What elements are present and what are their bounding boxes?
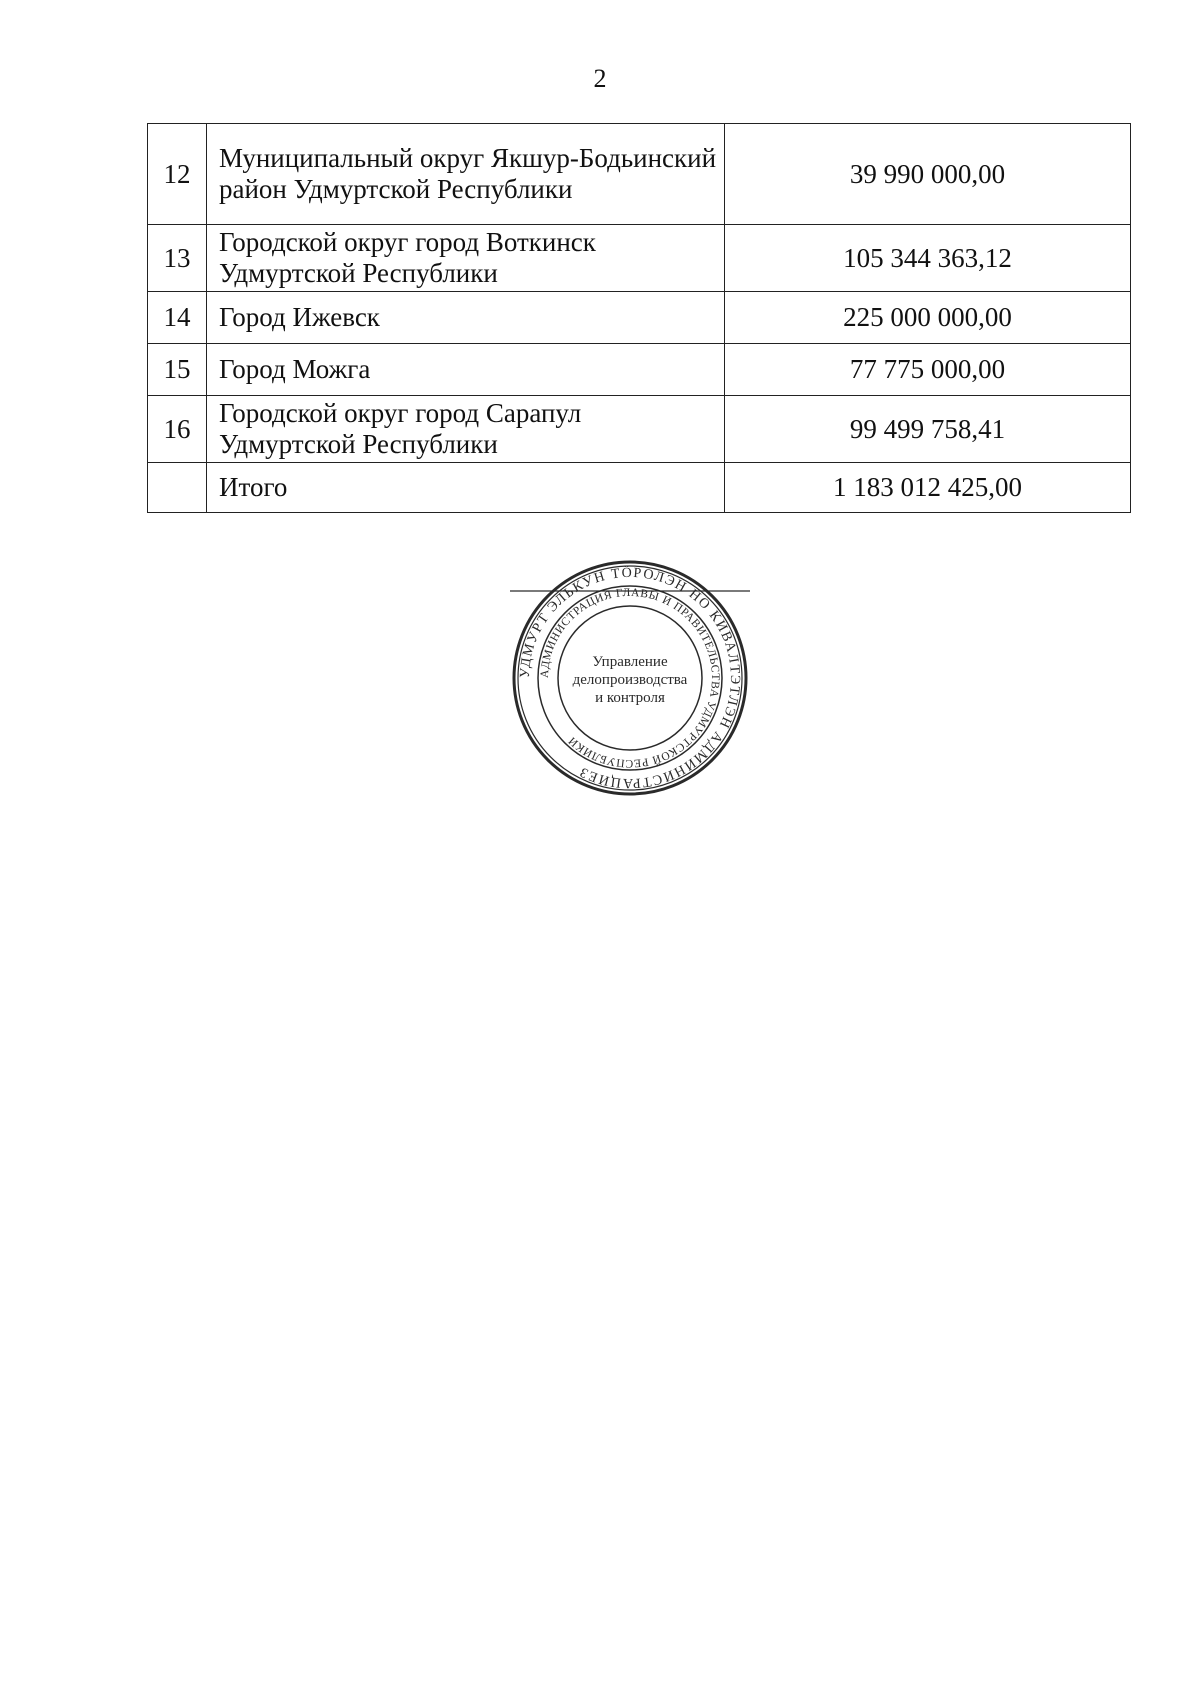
row-number <box>148 463 207 513</box>
amount: 77 775 000,00 <box>725 344 1131 396</box>
seal-center-line-1: Управление <box>592 654 668 670</box>
total-row <box>148 463 1131 513</box>
table-row <box>148 396 1131 463</box>
official-seal <box>510 558 750 798</box>
amount: 99 499 758,41 <box>725 396 1131 463</box>
row-number: 16 <box>148 396 207 463</box>
total-amount: 1 183 012 425,00 <box>725 463 1131 513</box>
seal-outer-text: УДМУРТ ЭЛЬКУН ТӦРОЛЭН НО КИВАЛТЭТЛЭН АДМИНИСТРАЦИЕЗ <box>517 565 743 791</box>
table-row <box>148 225 1131 292</box>
page-number: 2 <box>593 64 607 93</box>
table-row <box>148 344 1131 396</box>
row-number: 12 <box>148 124 207 225</box>
municipality-name: Город Можга <box>207 344 725 396</box>
seal-center-line-3: и контроля <box>595 690 665 706</box>
municipality-name: Городской округ город Сарапул Удмуртской Республики <box>207 396 725 463</box>
row-number: 14 <box>148 292 207 344</box>
seal-center-line-2: делопроизводства <box>572 672 688 688</box>
total-label: Итого <box>207 463 725 513</box>
seal-middle-text: АДМИНИСТРАЦИЯ ГЛАВЫ И ПРАВИТЕЛЬСТВА УДМУРТСКОЙ РЕСПУБЛИКИ <box>538 586 722 770</box>
amount: 39 990 000,00 <box>725 124 1131 225</box>
municipality-name: Город Ижевск <box>207 292 725 344</box>
table-row <box>148 124 1131 225</box>
municipality-name: Городской округ город Воткинск Удмуртской Республики <box>207 225 725 292</box>
table-row <box>148 292 1131 344</box>
amount: 105 344 363,12 <box>725 225 1131 292</box>
allocation-table <box>147 123 1131 513</box>
row-number: 15 <box>148 344 207 396</box>
municipality-name: Муниципальный округ Якшур-Бодьинский район Удмуртской Республики <box>207 124 725 225</box>
amount: 225 000 000,00 <box>725 292 1131 344</box>
row-number: 13 <box>148 225 207 292</box>
